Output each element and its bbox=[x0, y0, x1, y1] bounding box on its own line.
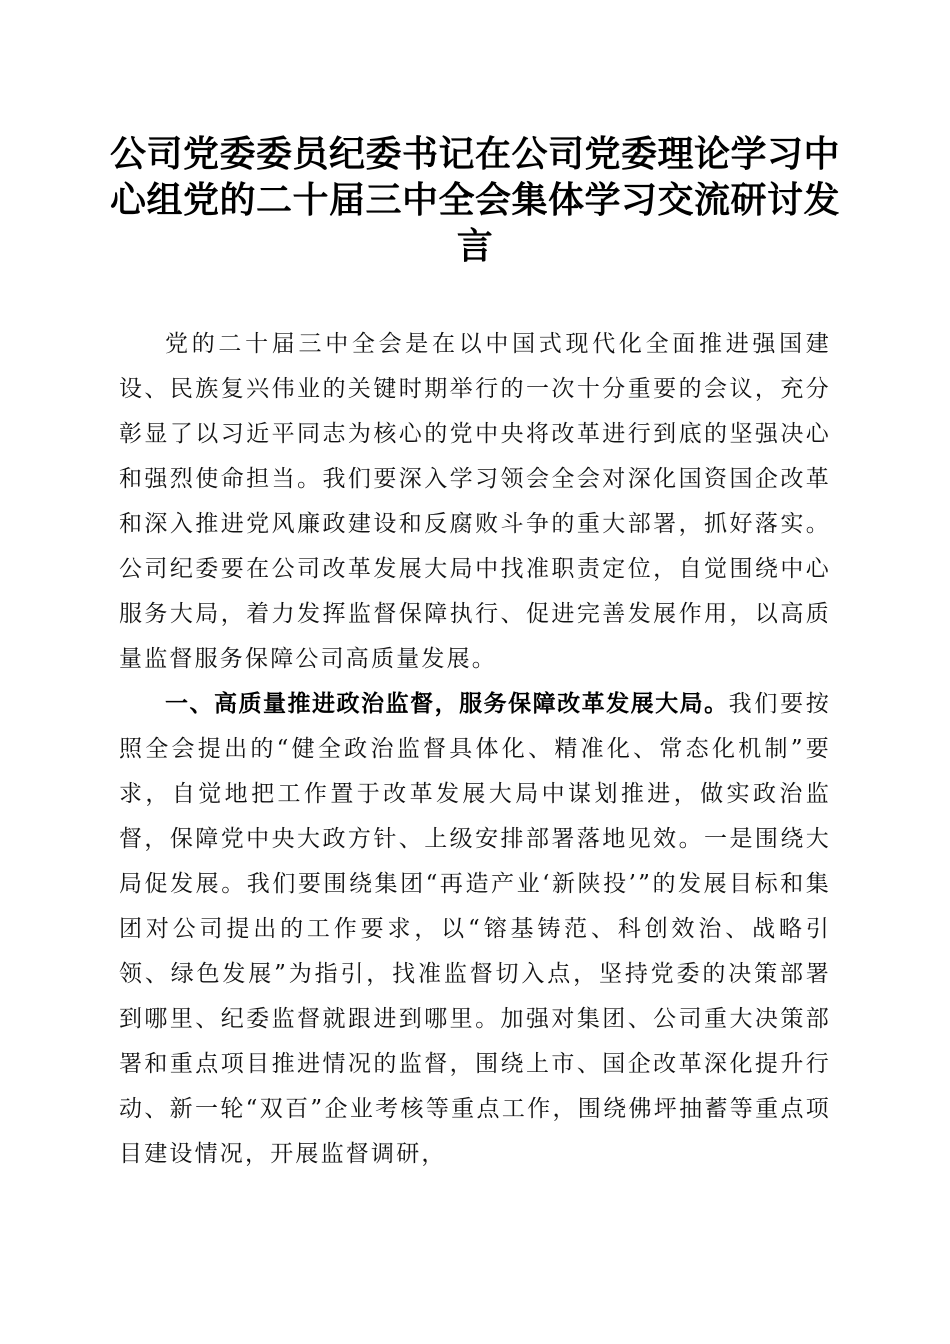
section-1-heading: 一、高质量推进政治监督，服务保障改革发展大局。 bbox=[165, 691, 729, 717]
document-body bbox=[119, 322, 831, 1177]
section-1-paragraph bbox=[119, 682, 831, 1177]
document-title: 公司党委委员纪委书记在公司党委理论学习中心组党的二十届三中全会集体学习交流研讨发言 bbox=[110, 134, 841, 267]
section-1-text: 我们要按照全会提出的“健全政治监督具体化、精准化、常态化机制”要求，自觉地把工作置于改革发展大局中谋划推进，做实政治监督，保障党中央大政方针、上级安排部署落地见效。一是围绕大局促发展。我们要围绕集团“再造产业‘新陕投’”的发展目标和集团对公司提出的工作要求，以“镕基铸范、科创效治、战略引领、绿色发展”为指引，找准监督切入点，坚持党委的决策部署到哪里、纪委监督就跟进到哪里。加强对集团、公司重大决策部署和重点项目推进情况的监督，围绕上市、国企改革深化提升行动、新一轮“双百”企业考核等重点工作，围绕佛坪抽蓄等重点项目建设情况，开展监督调研， bbox=[119, 691, 831, 1167]
intro-paragraph: 党的二十届三中全会是在以中国式现代化全面推进强国建设、民族复兴伟业的关键时期举行的一次十分重要的会议，充分彰显了以习近平同志为核心的党中央将改革进行到底的坚强决心和强烈使命担当。我们要深入学习领会全会对深化国资国企改革和深入推进党风廉政建设和反腐败斗争的重大部署，抓好落实。公司纪委要在公司改革发展大局中找准职责定位，自觉围绕中心服务大局，着力发挥监督保障执行、促进完善发展作用，以高质量监督服务保障公司高质量发展。 bbox=[119, 331, 831, 672]
